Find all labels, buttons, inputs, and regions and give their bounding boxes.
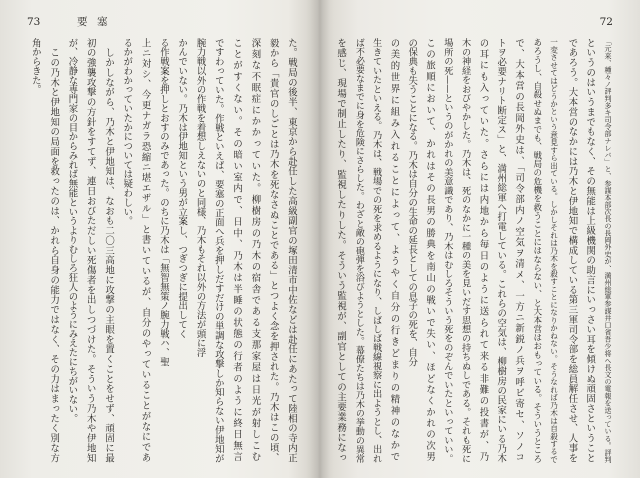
text-line: 木の神経をおびやかした。乃木は、死のなかに一種の美を見いだす思想の持ちぬしである。それも死に — [459, 38, 471, 463]
text-line: トヲ必要ナリト断定ス」と、満州総軍へ打電している。これらの空気は、柳樹房の民家にいる乃木 — [495, 38, 507, 463]
text-column — [154, 38, 172, 464]
text-column — [402, 38, 420, 464]
text-column — [282, 38, 300, 464]
running-title: 要塞 — [77, 16, 117, 28]
text-column — [385, 38, 403, 464]
text-line: あろうし、自殺せぬまでも、戦局の危機を救うことにはならない、と大本営はおもっている。そういうところ — [531, 38, 542, 463]
text-column — [62, 38, 80, 464]
book-gutter-shadow — [306, 0, 334, 478]
text-column — [135, 38, 153, 464]
text-column — [44, 38, 62, 464]
text-line: 深刻な不眠症にかかっていた。柳樹房の乃木の宿舎である支那家屋は日光が射しこむ — [249, 38, 261, 463]
text-line: 「元来、種々ノ評判多キ司令部ナレバ」と、参謀本部次長の長岡外史が、満州総軍参謀井口省吾少将へ長文の電報を送っている。評判 — [604, 38, 612, 463]
text-column — [80, 38, 98, 464]
text-line: る作戦案を押しとおすのみであった。のちに乃木は「無智無策ノ腕力戦ハ、聖 — [157, 38, 169, 367]
text-line: で、大本営の長岡外史は、「司令部内ノ空気ヲ清メ、一方ニ新鋭ノ兵ヲ呼ビ寄セ、ソノコ — [513, 38, 525, 463]
text-line: ことがすくない。その暗い室内で、日中、乃木は半睡の状態の行者のように終日無言 — [231, 38, 243, 463]
text-line: 初の強襲攻撃の方針をすてず、連日おびただしい死傷者を出しつづけた。そういう乃木や伊地知 — [84, 38, 96, 463]
text-line: 角からきた。 — [29, 38, 41, 95]
page-number: 72 — [599, 16, 613, 28]
text-line: ば不必要なまでに身を危険にさらした。わざと敵の砲弾を浴びようとした。幕僚たちは乃木の挙動の異常 — [353, 38, 364, 463]
text-column — [190, 38, 208, 464]
text-column — [26, 38, 44, 464]
text-line: るかがわかっていたかについては疑わしい。 — [121, 38, 133, 226]
text-column — [209, 38, 227, 464]
text-column — [598, 38, 616, 464]
text-column — [349, 38, 367, 464]
page-body-text — [331, 38, 616, 464]
text-column — [117, 38, 135, 464]
text-line: 毅から「貴官のしごとは乃木を死なさぬことである」とつよく念を押された。乃木はこの頃、 — [267, 38, 279, 463]
text-column — [491, 38, 509, 464]
text-line: この乃木と伊地知の局面を救ったのは、かれら自身の能力ではなく、その力はまったく別な方 — [48, 38, 60, 463]
page-body-text — [25, 38, 300, 464]
text-column — [545, 38, 563, 464]
text-column — [474, 38, 492, 464]
text-column — [263, 38, 281, 464]
right-page — [320, 0, 640, 478]
page-number: 73 — [27, 16, 41, 28]
text-column — [367, 38, 385, 464]
text-column — [509, 38, 527, 464]
text-line: しかしながら、乃木と伊地知は、なおも二〇三高地に攻撃の主眼を置くことをせず、頑固に最 — [103, 38, 115, 463]
text-line: 上ニ対シ、今更ナガラ恐縮ニ堪エザル」と書いているが、自分のやっていることがなにであ — [139, 38, 151, 463]
text-column — [527, 38, 545, 464]
text-line: を感じ、現場で制止したり、監視したりした。そういう監視が、副官としての主要業務になっ — [335, 38, 347, 463]
text-column — [245, 38, 263, 464]
text-line: た。戦局の後半、東京から赴任した高級副官の塚田清市中佐などは赴任にあたって陸相の寺内正 — [286, 38, 297, 463]
text-column — [172, 38, 190, 464]
text-line: の耳にも入っていた。さらには内地から毎日のように送られて来る非難の投書が、乃 — [477, 38, 489, 463]
text-line: が、冷静な専門家の目からみれば無能というよりむしろ狂人のようにみえたにちがいない。 — [66, 38, 78, 423]
text-line: というのはいうまでもなく、その無能は上級機関の助言にいっさい耳を傾けぬ頑固さということ — [584, 38, 596, 463]
text-column — [580, 38, 598, 464]
text-column — [438, 38, 456, 464]
text-line: ですわっていた。作戦といえば、要塞の正面へ兵を押しだすだけの単調な攻撃しか知らない伊地知が — [212, 38, 224, 463]
text-line: 場所の死——というのがかれの美意識であり、乃木はむしろそういう死をのぞんでいたといっていい。 — [441, 38, 453, 463]
text-line: 生きていたといえる。乃木は、戦場での死を求めるようになり、しばしば戦線視察に出ようとし、出れ — [370, 38, 382, 463]
text-line: この旅順において、かれはその長男の勝典を南山の戦いで失い、ほどなくかれの次男 — [424, 38, 436, 463]
text-column — [420, 38, 438, 464]
text-column — [563, 38, 581, 464]
text-line: の美的世界に組み入れることによって、ようやく自分の行きどまりの精神のなかで — [388, 38, 400, 463]
text-line: 一変させてはどうかという意見すら出ている。しかしそれは乃木を殺すことになりかねない。そうなれば乃木は自殺するで — [549, 38, 559, 463]
text-line: 腕力戦以外の作戦を着想しえないのと同様、乃木もそれ以外の方法が頭に浮 — [194, 38, 206, 358]
text-column — [227, 38, 245, 464]
text-line: かんでいない。乃木は伊地知という男が立案し、つぎつぎに提出してく — [176, 38, 188, 339]
text-line: であろう。大本営のなかには乃木と伊地知で構成している第三軍司令部を総員解任させ、人事を — [566, 38, 578, 463]
text-column — [456, 38, 474, 464]
text-column — [99, 38, 117, 464]
text-line: の保典も失うことになる。乃木は自分の生命の延長としての息子の死を、自分 — [406, 38, 418, 367]
